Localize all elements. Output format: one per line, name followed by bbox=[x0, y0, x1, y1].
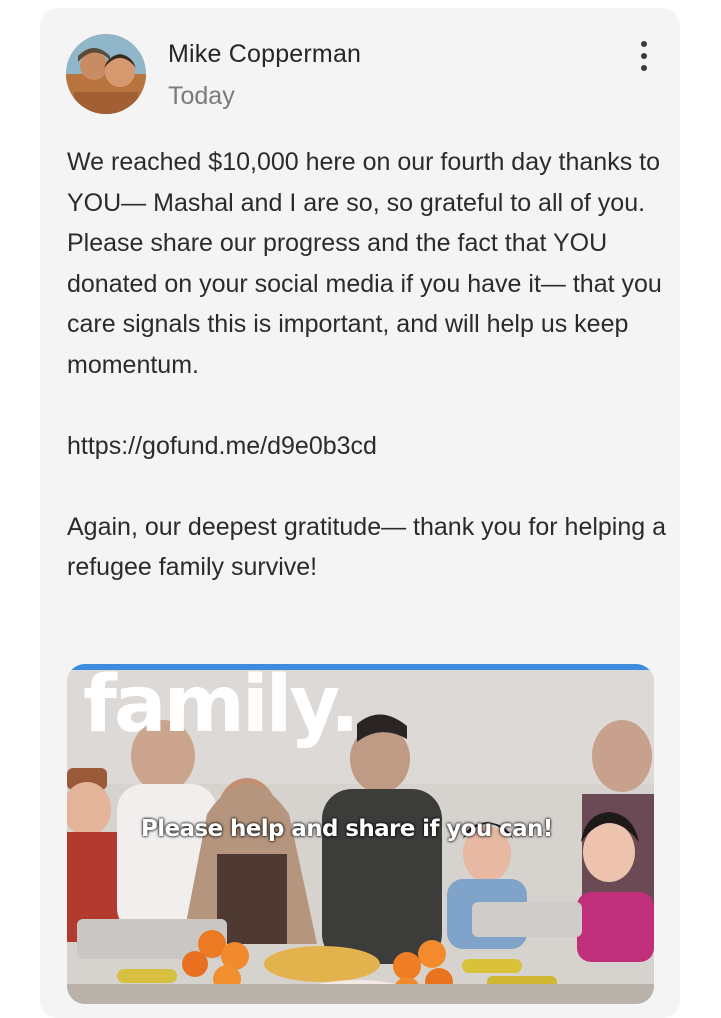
post-image[interactable] bbox=[67, 664, 654, 1004]
avatar-image bbox=[66, 34, 146, 114]
post-body bbox=[67, 142, 667, 588]
author-name[interactable]: Mike Copperman bbox=[168, 40, 362, 68]
image-title-text: family. bbox=[83, 664, 357, 750]
avatar[interactable] bbox=[66, 34, 146, 114]
more-vertical-icon-dot bbox=[641, 65, 647, 71]
post-paragraph: Again, our deepest gratitude— thank you for helping a refugee family survive! bbox=[67, 512, 667, 581]
more-vertical-icon-dot bbox=[641, 53, 647, 59]
post-timestamp: Today bbox=[168, 82, 235, 110]
more-options-button[interactable] bbox=[626, 36, 662, 76]
post-paragraph: We reached $10,000 here on our fourth day thanks to YOU— Mashal and I are so, so grateful to all of you. Please share our progress and the fact that YOU donated on your social media if you have it— that you care signals this is important, and will help us keep momentum. bbox=[67, 148, 662, 379]
image-caption-text: Please help and share if you can! bbox=[141, 816, 553, 842]
post-card bbox=[40, 8, 680, 1018]
donation-link[interactable]: https://gofund.me/d9e0b3cd bbox=[67, 431, 377, 460]
more-vertical-icon bbox=[641, 41, 647, 47]
